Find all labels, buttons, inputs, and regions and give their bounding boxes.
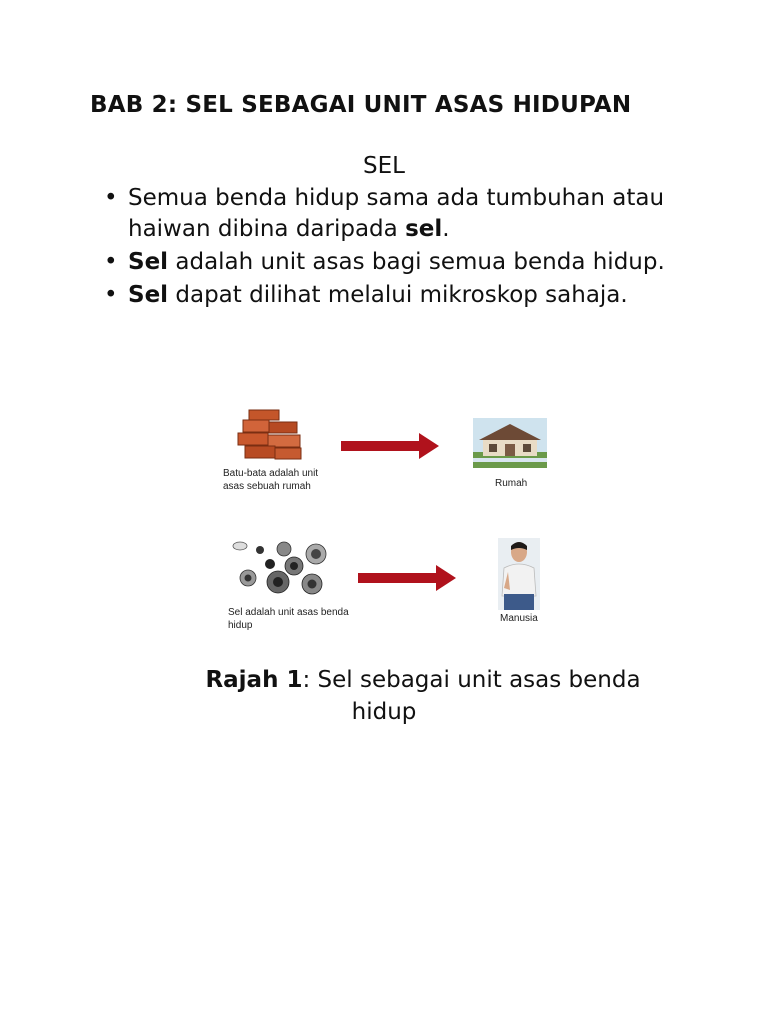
page-title: BAB 2: SEL SEBAGAI UNIT ASAS HIDUPAN [90, 92, 632, 118]
bullet-item: • Sel adalah unit asas bagi semua benda hidup. [104, 247, 684, 278]
section-heading-text: SEL [363, 153, 405, 179]
figure-label: Rajah 1 [205, 667, 303, 693]
figure-caption [0, 664, 768, 728]
house-caption: Rumah [495, 478, 528, 489]
bricks-caption: Batu-bata adalah unit asas sebuah rumah [223, 468, 319, 492]
arrow-right-icon [358, 564, 458, 592]
cells-caption: Sel adalah unit asas benda hidup [228, 607, 349, 631]
bullet-item: • Sel dapat dilihat melalui mikroskop sahaja. [104, 280, 684, 311]
figure-diagram [215, 400, 565, 640]
figure-caption-text: : Sel sebagai unit asas benda [302, 667, 641, 693]
section-heading [0, 153, 768, 179]
bullet-dot-icon: • [104, 282, 118, 308]
bullet-dot-icon: • [104, 249, 118, 275]
bullet-dot-icon: • [104, 185, 118, 211]
bullet-item: • Semua benda hidup sama ada tumbuhan atau haiwan dibina daripada sel. [104, 185, 665, 242]
bricks-icon [235, 408, 305, 462]
bullet-list [104, 183, 684, 313]
arrow-right-icon [341, 432, 441, 460]
human-caption: Manusia [500, 613, 538, 624]
cells-icon [230, 540, 330, 598]
person-icon [498, 538, 540, 610]
house-icon [473, 418, 547, 468]
figure-caption-text-continued: hidup [351, 699, 417, 725]
